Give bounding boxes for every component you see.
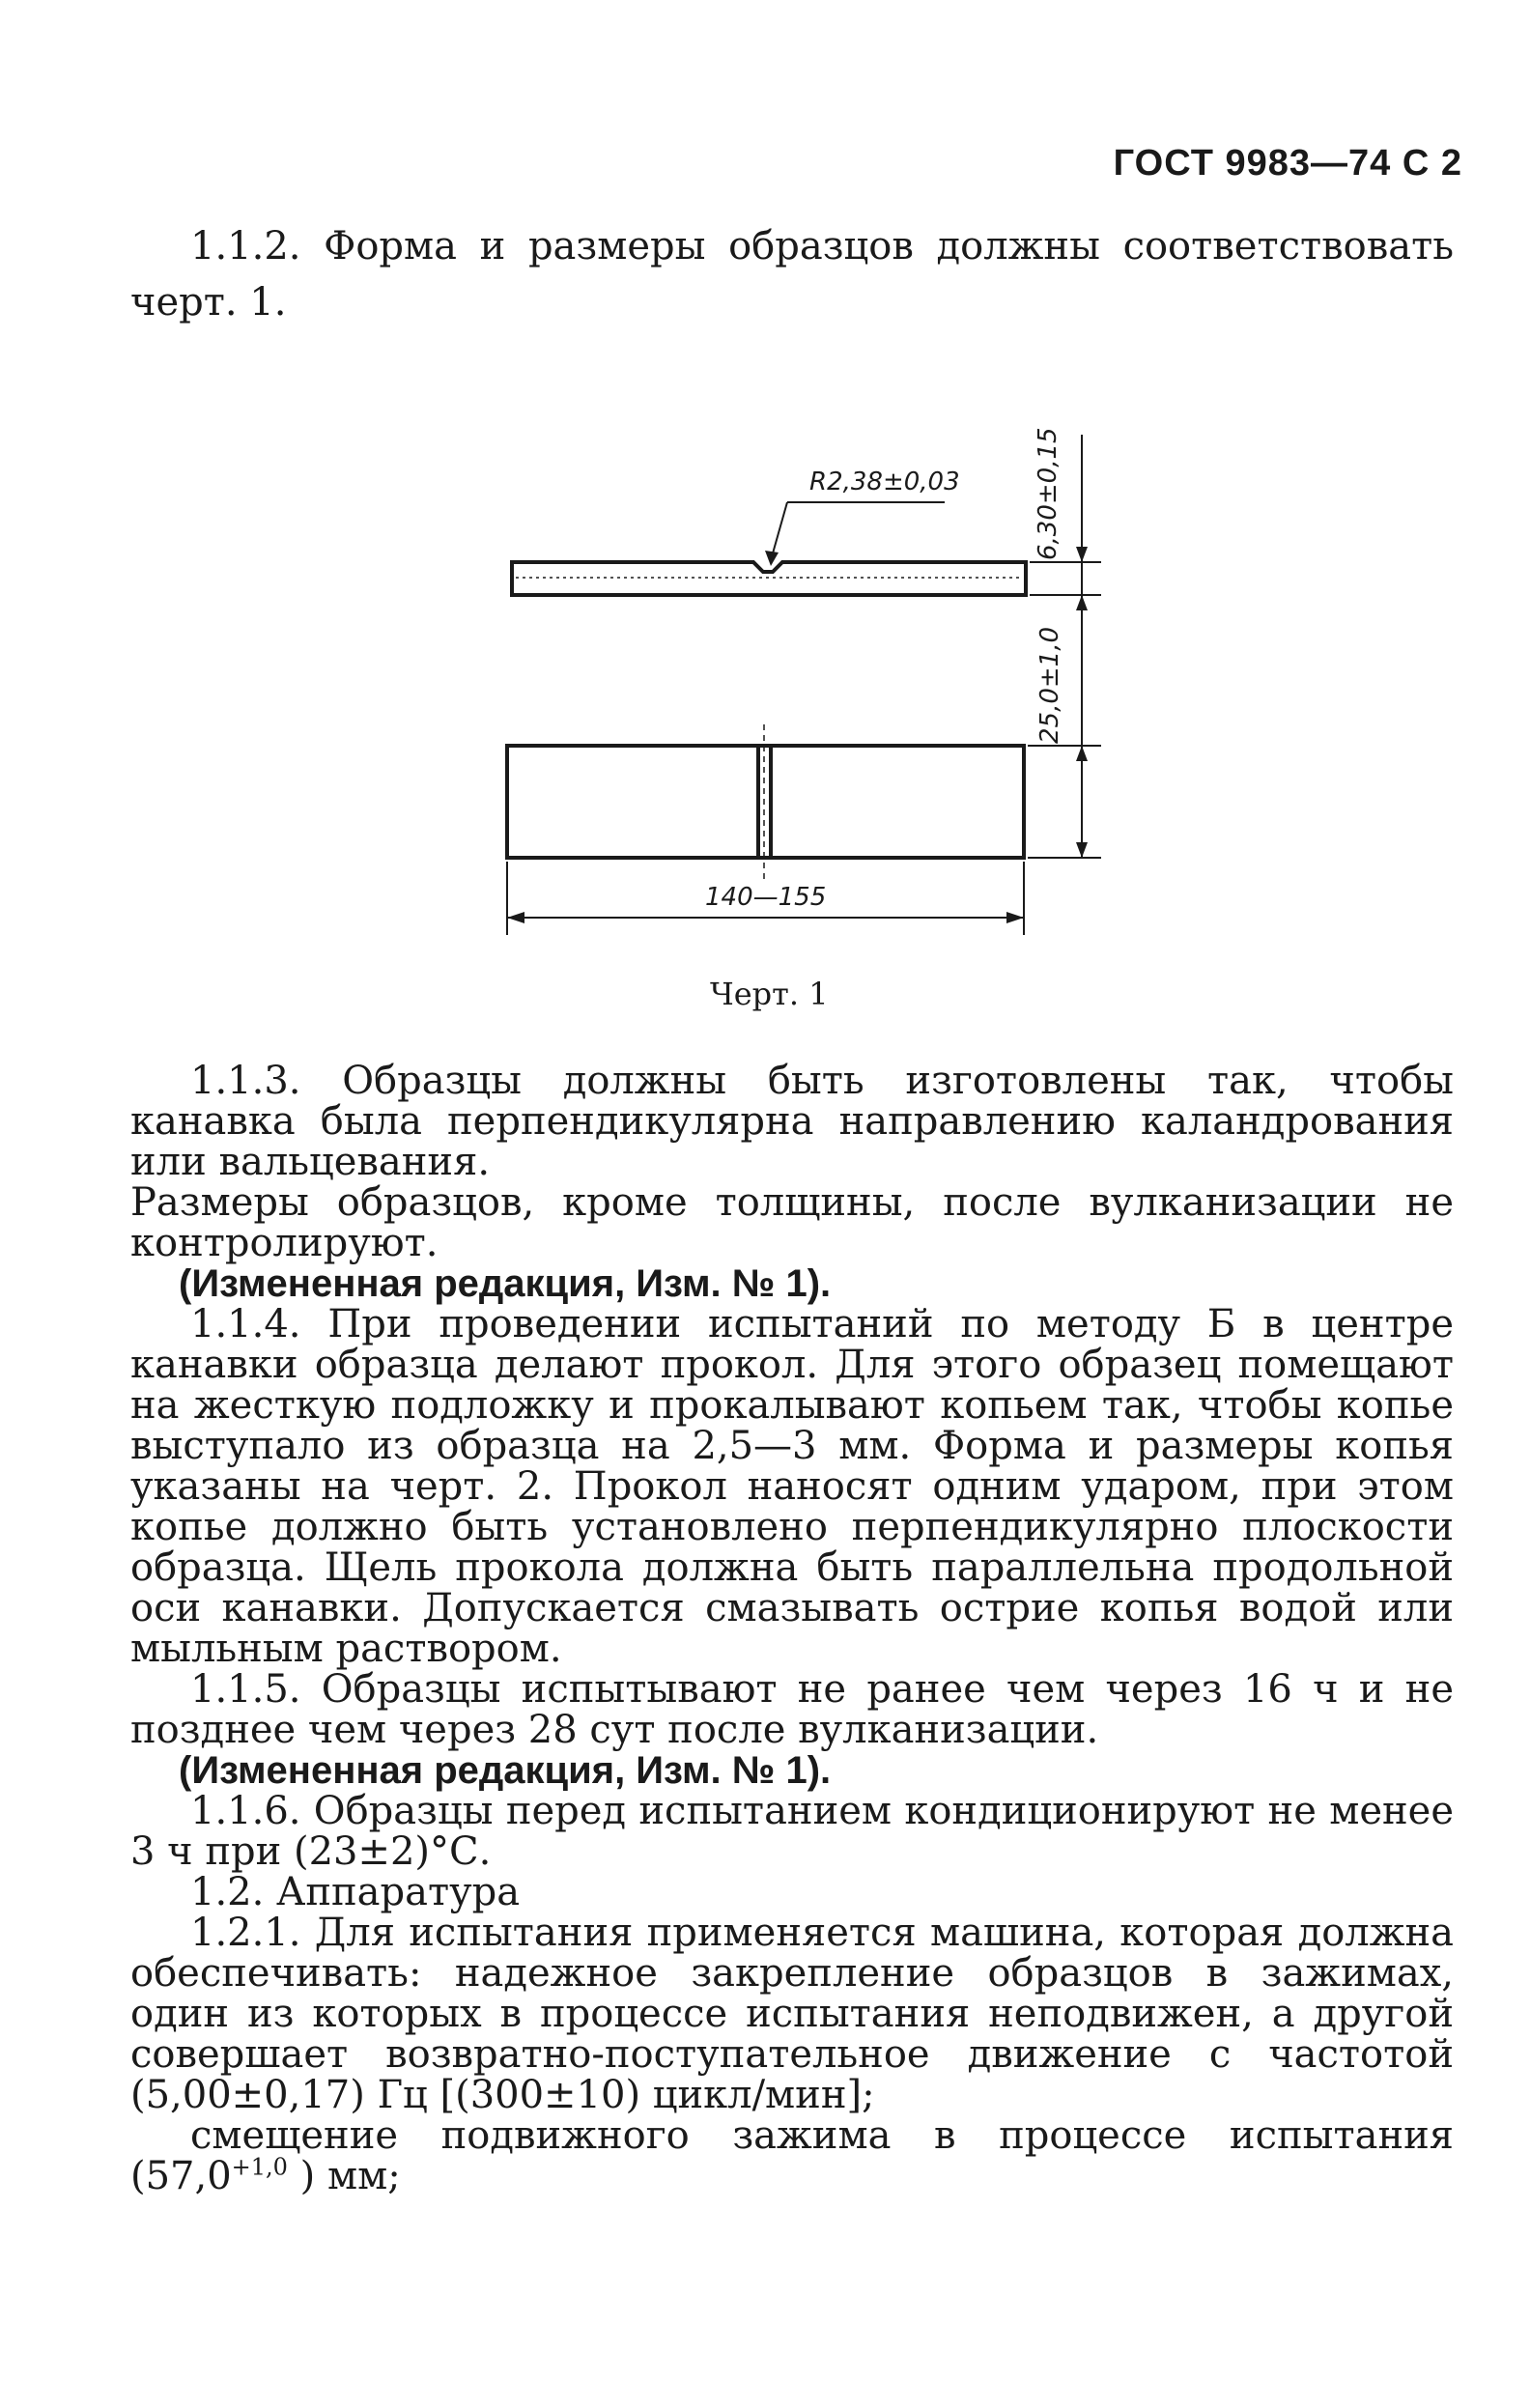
drawing-1 [464, 406, 1140, 1005]
paragraph-dimensions: Размеры образцов, кроме толщины, после вулканизации не контролируют. [130, 1180, 1454, 1265]
amendment-note-1: (Измененная редакция, Изм. № 1). [179, 1262, 832, 1305]
paragraph-1-1-6: 1.1.6. Образцы перед испытанием кондиционируют не менее 3 ч при (23±2)°С. [130, 1789, 1454, 1874]
length-label: 140—155 [705, 883, 827, 912]
text-block-top [130, 218, 1454, 330]
displacement-tolerance: +1,0 [231, 2153, 288, 2181]
page-header: ГОСТ 9983—74 С 2 [1113, 143, 1462, 184]
figure-caption: Черт. 1 [710, 976, 829, 1012]
displacement-text: смещение подвижного зажима в процессе испытания (57,0 [130, 2113, 1454, 2198]
paragraph-1-1-5: 1.1.5. Образцы испытывают не ранее чем через 16 ч и не позднее чем через 28 сут после вулканизации. [130, 1667, 1454, 1752]
paragraph-1-2-1: 1.2.1. Для испытания применяется машина, которая должна обеспечивать: надежное закрепление образцов в зажимах, один из которых в процессе испытания неподвижен, а другой совершает возвратно-поступательное движение с частотой (5,00±0,17) Гц [(300±10) цикл/мин]; [130, 1911, 1454, 2117]
paragraph-1-1-2: 1.1.2. Форма и размеры образцов должны соответствовать черт. 1. [130, 224, 1454, 325]
text-block-main [130, 1061, 1454, 2196]
displacement-unit: ) мм; [299, 2154, 401, 2198]
side-view-outline [512, 562, 1026, 595]
plan-view-outline [507, 746, 1024, 858]
paragraph-1-1-3: 1.1.3. Образцы должны быть изготовлены так, чтобы канавка была перпендикулярна направлению каландрования или вальцевания. [130, 1059, 1454, 1184]
paragraph-1-1-4: 1.1.4. При проведении испытаний по методу Б в центре канавки образца делают прокол. Для этого образец помещают на жесткую подложку и прокалывают копьем так, чтобы копье выступало из образца на 2,5—3 мм. Форма и размеры копья указаны на черт. 2. Прокол наносят одним ударом, при этом копье должно быть установлено перпендикулярно плоскости образца. Щель прокола должна быть параллельна продольной оси канавки. Допускается смазывать острие копья водой или мыльным раствором. [130, 1302, 1454, 1671]
paragraph-clamp-displacement [130, 2115, 1454, 2196]
width-label: 25,0±1,0 [1035, 626, 1064, 744]
section-1-2-title: 1.2. Аппаратура [190, 1870, 521, 1914]
radius-label: R2,38±0,03 [809, 467, 960, 496]
amendment-note-2: (Измененная редакция, Изм. № 1). [179, 1749, 832, 1792]
thickness-label: 6,30±0,15 [1034, 427, 1062, 560]
